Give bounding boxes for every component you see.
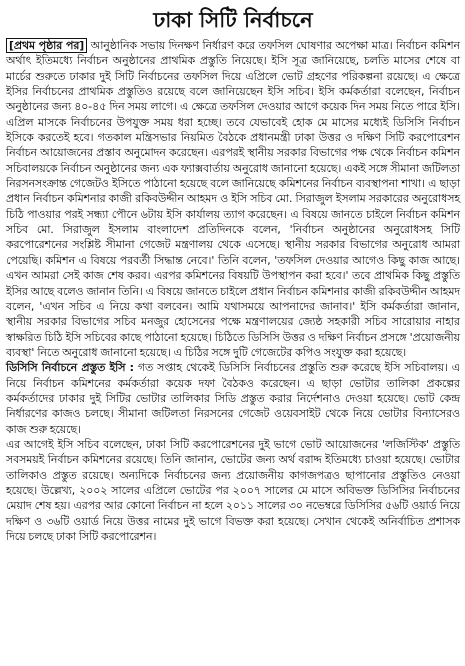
- paragraph-text: এর আগেই ইসি সচিব বলেছেন, ঢাকা সিটি করপোরেশনের দুই ভাগে ভোট আয়োজনের 'লজিস্টিক' প্রস্তুতি সবসময়ই নির্বাচন কমিশনের রয়েছে। তিনি জানান, ভোটের জন্য অর্থ বরাদ্দ ইতিমধ্যে চাওয়া হয়েছে। ভোটার তালিকাও প্রস্তুত রয়েছে। অন্যদিকে নির্বাচনের জন্য প্রয়োজনীয় কাগজপত্রও ছাপানোর প্রস্তুতিও নেওয়া হয়েছে। উল্লেখ্য, ২০০২ সালের এপ্রিলে ভোটের পর ২০০৭ সালের মে মাসে অবিভক্ত ডিসিসির নির্বাচনের মেয়াদ শেষ হয়। এরপর আর কোনো নির্বাচন না হলে ২০১১ সালের ৩০ নভেম্বরে ডিসিসির ৫৬টি ওয়ার্ড নিয়ে দক্ষিণ ও ৩৬টি ওয়ার্ড নিয়ে উত্তর নামের দুই ভাগে বিভক্ত করা হয়েছে। সেখান থেকেই অনির্বাচিত প্রশাসক দিয়ে চলছে ঢাকা সিটি করপোরেশন।: [6, 437, 460, 543]
- article-headline: ঢাকা সিটি নির্বাচনে: [153, 8, 313, 32]
- continuation-marker: [প্রথম পৃষ্ঠার পর]: [6, 38, 87, 53]
- paragraph-text: গত সপ্তাহ থেকেই ডিসিসি নির্বাচনের প্রস্তুতি শুরু করেছে ইসি সচিবালয়। এ নিয়ে নির্বাচন কমিশনের কর্মকর্তারা কয়েক দফা বৈঠকও করেছেন। এ ছাড়া ভোটার তালিকা প্রকল্পের কর্মকর্তাদের ঢাকার দুই সিটির ভোটার তালিকার সিডি প্রস্তুত করার নির্দেশনাও দেওয়া হয়েছে। ভোট কেন্দ্র নির্ধারণের কাজও চলছে। সীমানা জটিলতা নিরসনের গেজেট ওয়েবসাইট থেকে নিয়ে ভোটার বিন্যাসেরও কাজ শুরু হয়েছে।: [6, 361, 460, 436]
- article-paragraph-1: [6, 38, 460, 360]
- article-paragraph-2: [6, 360, 460, 437]
- paragraph-text: আনুষ্ঠানিক সভায় দিনক্ষণ নির্ধারণ করে তফসিল ঘোষণার অপেক্ষা মাত্র। নির্বাচন কমিশন অর্থাৎ ইতিমধ্যে নির্বাচন অনুষ্ঠানের প্রাথমিক প্রস্তুতি নিয়েছে। ইসি সূত্র জানিয়েছে, চলতি মাসের শেষে বা মার্চের শুরুতে ঢাকার দুই সিটি নির্বাচনের তফসিল দিয়ে এপ্রিলে ভোট গ্রহণের পরিকল্পনা রয়েছে। এ ক্ষেত্রে ইসির নির্বাচনের প্রাথমিক প্রস্তুতিও রয়েছে বলে জানিয়েছেন ইসি সচিব। ইসি কর্মকর্তারা বলেছেন, নির্বাচন অনুষ্ঠানের জন্য ৪০-৪৫ দিন সময় লাগে। এ ক্ষেত্রে তফসিল দেওয়ার আগে কয়েক দিন সময় নিতে পারে ইসি। এপ্রিল মাসকে নির্বাচনের উপযুক্ত সময় ধরা হচ্ছে। তবে যেভাবেই হোক মে মাসের মধ্যেই ডিসিসি নির্বাচন ইসিকে করতেই হবে। গতকাল মন্ত্রিসভার নিয়মিত বৈঠকে প্রধানমন্ত্রী ঢাকা উত্তর ও দক্ষিণ সিটি করপোরেশন নির্বাচন আয়োজনের প্রস্তাব অনুমোদন করেছেন। এরপরই স্থানীয় সরকার বিভাগের পক্ষ থেকে নির্বাচন কমিশন সচিবালয়কে নির্বাচন অনুষ্ঠানের জন্য এক ফ্যাক্সবার্তায় অনুরোধ জানানো হয়েছে। একই সঙ্গে সীমানা জটিলতা নিরসনসংক্রান্ত গেজেটও ইসিতে পাঠানো হয়েছে বলে জানিয়েছে কমিশনের নির্বাচন ব্যবস্থাপনা শাখা। এ ছাড়া প্রধান নির্বাচন কমিশনার কাজী রকিবউদ্দীন আহমদ ও ইসি সচিব মো. সিরাজুল ইসলাম সরকারের অনুরোধসহ চিঠি পাওয়ার পরই সন্ধ্যা পৌনে ৬টায় ইসি কার্যালয় ত্যাগ করেছেন। এ বিষয়ে জানতে চাইলে নির্বাচন কমিশন সচিব মো. সিরাজুল ইসলাম বাংলাদেশ প্রতিদিনকে বলেন, 'নির্বাচন অনুষ্ঠানের অনুরোধসহ সিটি করপোরেশনের সংশ্লিষ্ট সীমানা গেজেট মন্ত্রণালয় থেকে এসেছে। স্থানীয় সরকার বিভাগের অনুরোধ আমরা পেয়েছি। কমিশন এ বিষয়ে পরবর্তী সিদ্ধান্ত নেবে।' তিনি বলেন, 'তফসিল দেওয়ার আগেও কিছু কাজ আছে। এখন আমরা সেই কাজ শেষ করব। এরপর কমিশনের বিষয়টি উপস্থাপন করা হবে।' তবে প্রাথমিক কিছু প্রস্তুতি ইসির আছে বলেও জানান তিনি। এ বিষয়ে জানতে চাইলে প্রধান নির্বাচন কমিশনার কাজী রকিবউদ্দীন আহমদ বলেন, 'এখন সচিব এ নিয়ে কথা বলবেন। আমি যথাসময়ে আপনাদের জানাব।' ইসি কর্মকর্তারা জানান, স্থানীয় সরকার বিভাগের সচিব মনজুর হোসেনের পক্ষে মন্ত্রণালয়ের জ্যেষ্ঠ সহকারী সচিব সারোয়ার নাহার স্বাক্ষরিত চিঠি ইসি সচিবের কাছে পাঠানো হয়েছে। চিঠিতে ডিসিসি উত্তর ও দক্ষিণ নির্বাচন প্রসঙ্গে 'প্রয়োজনীয় ব্যবস্থা' নিতে অনুরোধ জানানো হয়েছে। এ চিঠির সঙ্গে দুটি গেজেটের কপিও সংযুক্ত করা হয়েছে।: [6, 39, 460, 359]
- article-paragraph-3: [6, 437, 460, 544]
- subheading: ডিসিসি নির্বাচনে প্রস্তুত ইসি :: [6, 361, 135, 375]
